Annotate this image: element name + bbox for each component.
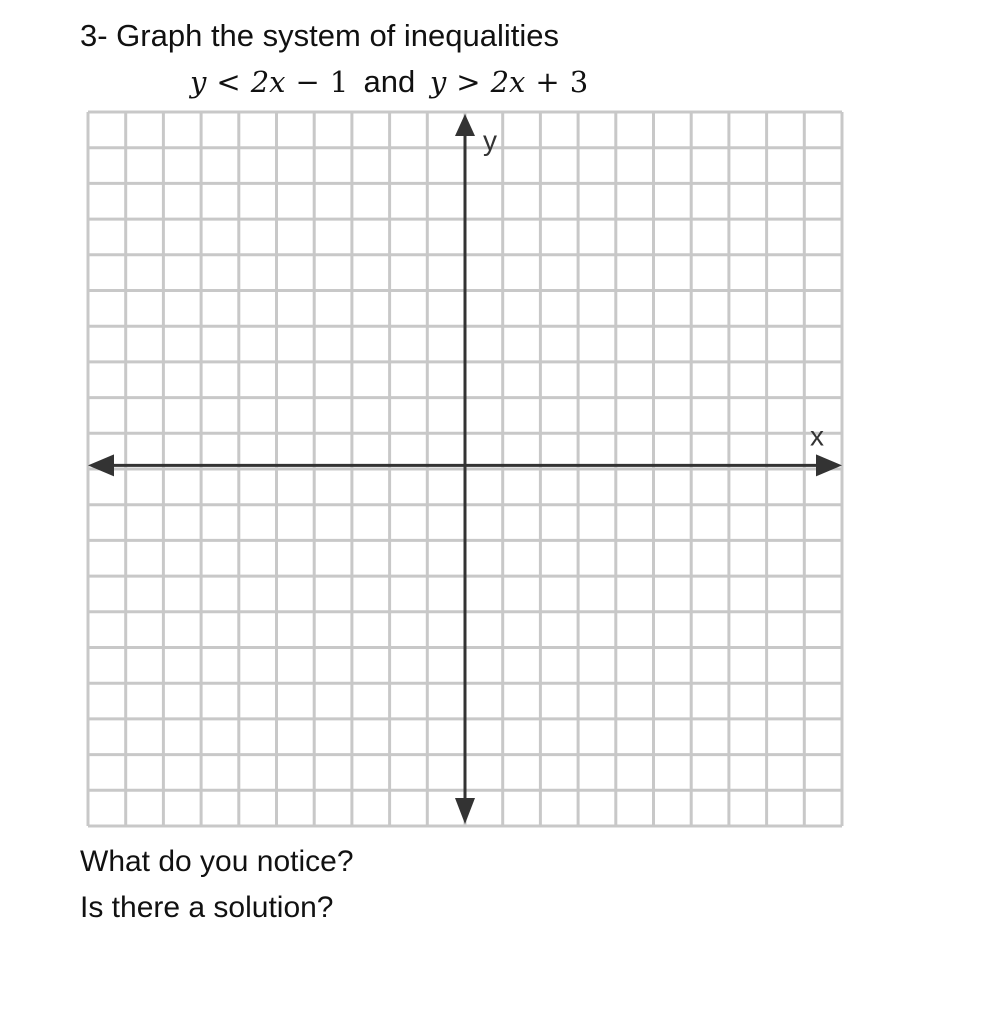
inequality-2-operator: + [535, 65, 560, 99]
inequality-2-relation: > [456, 65, 481, 99]
y-axis-label: y [483, 125, 497, 156]
inequality-1-term: 2x [250, 65, 286, 99]
y-axis-arrow-down [455, 798, 475, 824]
conjunction: and [363, 64, 416, 99]
problem-heading: 3- Graph the system of inequalities [80, 18, 560, 53]
inequality-1-operator: − [295, 65, 320, 99]
x-axis-arrow-right [816, 454, 842, 476]
inequality-1-constant: 1 [329, 65, 349, 99]
question-notice: What do you notice? [80, 845, 354, 878]
inequality-2-term: 2x [490, 65, 526, 99]
x-axis-arrow-left [88, 454, 114, 476]
question-solution: Is there a solution? [80, 891, 334, 924]
x-axis-label: x [810, 420, 824, 452]
y-axis-arrow-up [455, 114, 475, 136]
inequality-1-relation: < [216, 65, 241, 99]
inequality-1-lhs: y [190, 65, 207, 99]
inequality-2-constant: 3 [569, 65, 589, 99]
inequality-2-lhs: y [429, 65, 447, 99]
